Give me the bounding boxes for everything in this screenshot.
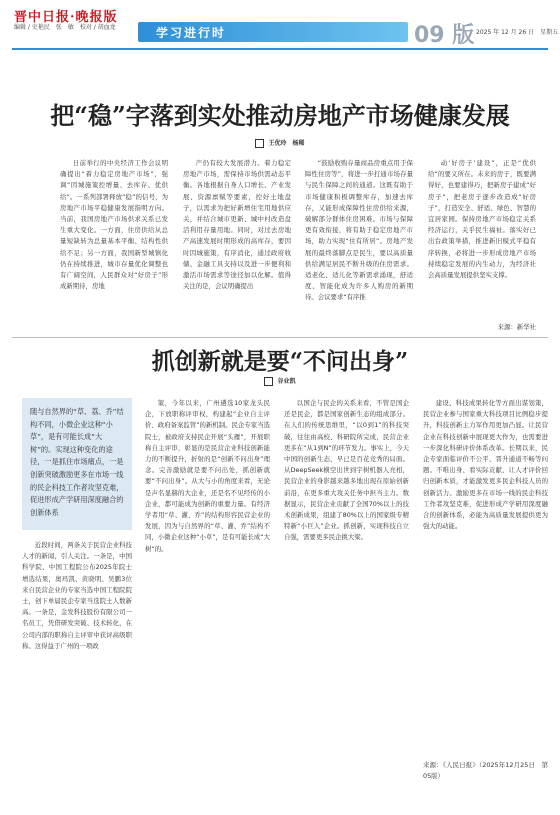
section-title: 学习进行时	[156, 26, 227, 40]
article1-column-1	[60, 158, 168, 333]
article2-text-4: 建设、科技成果转化等方面出谋划策，民营企业参与国家重大科技项目比例稳步提升，科技创新主力军作用更加凸显。让民营企业在科技创新中展现更大作为，也需要进一步深化科研评价体系改革。长期以来，民企专家面临评价不公平、晋升通道不畅等问题。不唯出身、看实际贡献，让人才评价回归创新本质，才能激发更多民企科技人员的创新活力。激励更多在市场一线的民企科技工作者攻坚克难，促进形成产学研用深度融合的创新体系，必能为高质量发展提供更为强大的动能。	[423, 399, 548, 531]
article2-author-name: 谷业凯	[277, 378, 296, 385]
masthead-rule	[12, 48, 548, 50]
article1-source	[428, 322, 536, 334]
author-box-icon	[255, 139, 264, 148]
article2-text-2: 策，今年以来，广州遴选10家龙头民企，下放职称评审权，构建起“企业自主评价、政府备案监管”的新机制。民企专家当选院士，被政府支持民企开展“头雁”，开展职称自主评审，彰显的是民营企业科技创新能力的不断提升，折射的是“创新不问出身”理念。完善激励就是要不问出处，抓创新就要“不问出身”。从大与小的角度来看，无论是声名显赫的大企业，还是名不见经传的小企业，都可能成为创新的重要力量。有经济学者用“草、灌、乔”的结构形容民营企业的发展，因为与自然界的“草、灌、乔”结构不同，小微企业这种“小草”，是有可能长成“大树”的。	[145, 399, 270, 553]
article2-title: 抓创新就是要“不问出身”	[151, 348, 409, 375]
article1-source-text: 来源：新华社	[497, 323, 536, 331]
publication-date: 2025 年 12 月 26 日 星期五	[476, 29, 559, 36]
newspaper-logo: 晋中日报·晚报版	[14, 10, 118, 25]
article1-column-4	[428, 158, 536, 321]
article2-text-3: 以国企与民企的关系来看，不管是国企还是民企，都是国家创新生态的组成部分。在人们的传统思维里，“以0到1”的科技突破，往往由高校、科研院所完成，民营企业更多在“从1到N”的环节发力。事实上，今天中国的创新生态，早已是百花竞秀的局面。从DeepSeek横空出世到宇树机器人亮相，民营企业的身影越来越多地出现在原始创新前沿，在更多重大攻关任务中担当主力。数据显示，民营企业贡献了全国70%以上的技术创新成果，组建了80%以上的国家级专精特新“小巨人”企业。抓创新，实现科技自立自强，需要更多民企挑大梁。	[284, 399, 409, 542]
article2-column-1	[22, 540, 132, 805]
article1-column-3	[305, 158, 413, 333]
edition-number: 09 版	[414, 23, 475, 48]
article-divider	[12, 337, 548, 338]
article1-title: 把“稳”字落到实处推动房地产市场健康发展	[50, 101, 510, 130]
article2-author	[0, 376, 560, 386]
author-box-icon	[264, 377, 273, 386]
article2-text-1: 近段时间，两条关于民营企业科技人才的新闻，引人关注。一条是，中国科学院、中国工程院公布2025年院士增选结果，奥玛凯、黄晓明、吴鹏3位来自民营企业的专家当选中国工程院院士，创下单届民企专家当选院士人数新高。一条是，金发科技股份有限公司一名员工，凭借研发突破、技术转化，在公司内部的职称自主评审中获评高级职称。这得益于广州的一项政	[22, 541, 132, 650]
article2-source	[423, 760, 548, 790]
article1-text-2: 产仍有较大发展潜力。着力稳定房地产市场，需保持市场供需动态平衡。各地根据自身人口增长、产业发展、资源禀赋等要素，控好土地盘子，以需求为把好新增住宅用地供应关，并结合城市更新、城中村改造盘活利用存量用地。同时，对过去房地产高速发展时期形成的高库存，要因时因城施策，有序消化，通过政府收储、金融工具支持以及进一步便利和激活市场需求等途径加以化解。值得关注的是，会议明确提出	[183, 159, 291, 291]
article2-column-2	[145, 398, 270, 805]
article1-text-4: 动‘好房子’建设”，正是“优供给”的要义所在。未来的房子，既要满得好，也要建得巧，把新房子建成“好房子”，把老房子逐步改造成“好房子”，打造安全、舒适、绿色、智慧的宜居家园。保持房地产市场稳定关系经济运行，关乎民生福祉。落实好已出台政策举措，推进新旧模式平稳有序转换，必将进一步形成房地产市场持续稳定发展的内生动力，为经济社会高质量发展提供坚实支撑。	[428, 159, 536, 280]
article1-column-2	[183, 158, 291, 333]
pull-quote-text: 随与自然界的“草、荔、乔”结构不同，小微企业这种“小草”，是有可能长成“大树”的。实现这种变化的途径，一是抓住市场痛点，一是创新突破激励更多在市场一线的民企科技工作者攻坚克难，促进形成产学研用深度融合的创新体系	[30, 407, 124, 517]
article1-author	[0, 138, 560, 148]
article2-source-text: 来源：《人民日报》（2025年12月25日 第05版）	[423, 761, 548, 781]
article1-author-name: 王优玲 杨稀	[268, 140, 305, 147]
editor-byline: 编辑 / 史艳民 张 敏 校对 / 胡血龙	[14, 24, 116, 31]
article2-column-3	[284, 398, 409, 805]
masthead	[0, 0, 560, 58]
section-banner	[138, 22, 408, 42]
article1-text-3: “鼓励收购存量商品房重点用于保障性住房等”，将进一步打通市场存量与民生保障之间的通道。这既有助于市场健康积极调整库存，加速去库存，又能形成保障性住房供给来源，破解部分群体住房困难。市场与保障更有效衔接，将有助于稳定房地产市场，助力实现“住有所居”。房地产发展的最终落脚点是民生，要以高质量供给满足居民不断升级的住房需求。适老化、适儿化等新需求涌现，舒适度、智能化成为许多人购房的新期待。会议要求“有序推	[305, 159, 413, 302]
pull-quote-box	[22, 398, 132, 530]
article2-column-4	[423, 398, 548, 758]
article1-text-1: 日前举行的中央经济工作会议明确提出“着力稳定房地产市场”，强调“因城施策控增量、去库存、优供给”。一系列部署释放“稳”的信号，为房地产市场平稳健康发展指明方向。当前，我国房地产市场供求关系已发生重大变化。一方面，住房供给从总量短缺转为总量基本平衡、结构性供给不足；另一方面，我国新型城镇化仍在持续推进，城市存量优化调整也有广阔空间，人民群众对“好房子”形成新期待，房地	[60, 159, 168, 291]
